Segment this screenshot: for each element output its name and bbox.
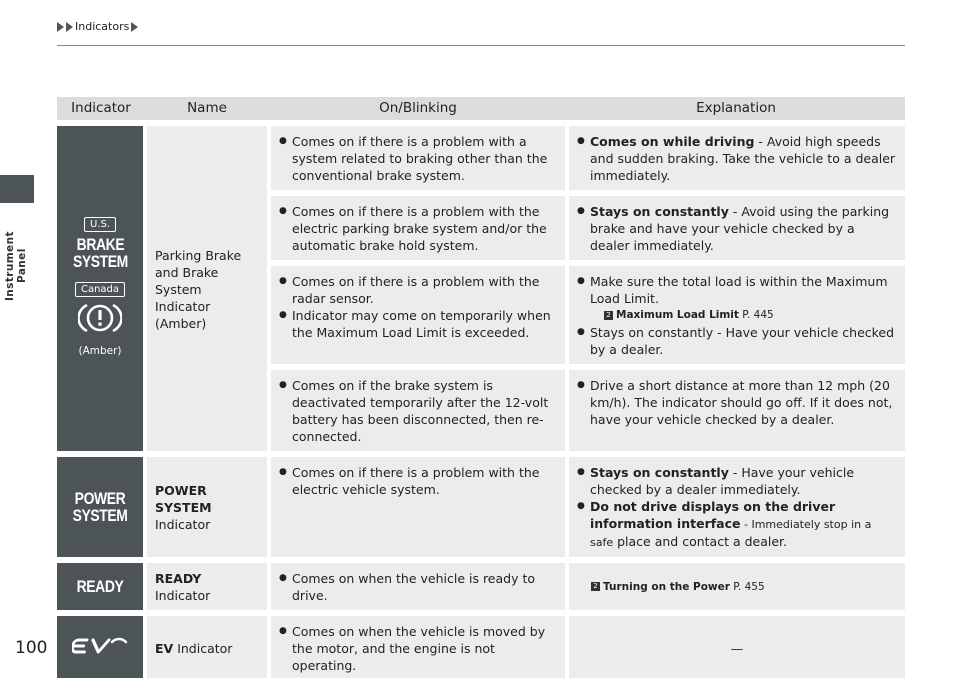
list-item: ● Stays on constantly - Have your vehicle checked by a dealer. xyxy=(577,324,897,358)
explanation-cell xyxy=(567,367,905,454)
page-number: 100 xyxy=(15,638,48,658)
header-explanation: Explanation xyxy=(567,97,905,123)
list-item: ● Drive a short distance at more than 12 mph (20 km/h). The indicator should go off. If it does not, have your vehicle checked by a dealer. xyxy=(577,377,897,428)
header-name: Name xyxy=(145,97,269,123)
ev-icon xyxy=(72,635,128,657)
list-item: ● Comes on while driving - Avoid high speeds and sudden braking. Take the vehicle to a dealer immediately. xyxy=(577,133,897,184)
on-cell xyxy=(269,613,567,678)
power-indicator-cell xyxy=(57,454,145,560)
section-label: Instrument Panel xyxy=(4,231,28,301)
on-cell xyxy=(269,263,567,367)
section-tab[interactable] xyxy=(0,175,34,203)
brake-indicator-cell xyxy=(57,123,145,454)
explanation-cell xyxy=(567,193,905,263)
list-item: ● Comes on if there is a problem with a system related to braking other than the conventional brake system. xyxy=(279,133,557,184)
reference-icon: 2 xyxy=(604,311,613,320)
ev-name-cell: EV Indicator xyxy=(145,613,269,678)
header-rule xyxy=(57,45,905,46)
breadcrumb-label: Indicators xyxy=(75,20,130,33)
header-indicator: Indicator xyxy=(57,97,145,123)
turning-on-power-link[interactable]: 2 Turning on the Power P. 455 xyxy=(591,579,897,596)
on-cell xyxy=(269,123,567,193)
indicator-table-wrapper xyxy=(57,97,905,678)
triangle-icon xyxy=(57,22,64,32)
brake-warning-icon xyxy=(78,301,122,335)
header-on-blinking: On/Blinking xyxy=(269,97,567,123)
on-cell xyxy=(269,560,567,613)
list-item: ● Stays on constantly - Avoid using the parking brake and have your vehicle checked by a dealer immediately. xyxy=(577,203,897,254)
amber-label: (Amber) xyxy=(78,345,122,357)
on-cell xyxy=(269,454,567,560)
explanation-cell xyxy=(567,454,905,560)
on-cell xyxy=(269,367,567,454)
list-item: ● Comes on if there is a problem with the electric parking brake system and/or the automatic brake hold system. xyxy=(279,203,557,254)
indicator-table xyxy=(57,97,905,678)
table-row xyxy=(57,560,905,613)
on-cell xyxy=(269,193,567,263)
max-load-limit-link[interactable]: 2 Maximum Load Limit P. 445 xyxy=(604,307,897,324)
triangle-icon xyxy=(66,22,73,32)
us-tag: U.S. xyxy=(84,217,116,232)
list-item: ● Comes on when the vehicle is ready to drive. xyxy=(279,570,557,604)
list-item: ● Comes on when the vehicle is moved by the motor, and the engine is not operating. xyxy=(279,623,557,674)
canada-tag: Canada xyxy=(75,282,125,297)
power-system-icon: POWER SYSTEM xyxy=(72,489,128,525)
explanation-cell xyxy=(567,123,905,193)
list-item: ● Stays on constantly - Have your vehicle checked by a dealer immediately. xyxy=(577,464,897,498)
triangle-icon xyxy=(131,22,138,32)
reference-icon: 2 xyxy=(591,582,600,591)
list-item: ● Indicator may come on temporarily when the Maximum Load Limit is exceeded. xyxy=(279,307,557,341)
list-item: ● Do not drive displays on the driver information interface - Immediately stop in a safe place and contact a dealer. xyxy=(577,498,897,551)
table-row xyxy=(57,454,905,560)
brake-system-icon: BRAKE SYSTEM xyxy=(72,235,128,271)
list-item: ● Make sure the total load is within the Maximum Load Limit. 2 Maximum Load Limit P. 445 xyxy=(577,273,897,324)
explanation-cell xyxy=(567,560,905,613)
table-row xyxy=(57,123,905,193)
table-row xyxy=(57,613,905,678)
ready-name-cell: READY Indicator xyxy=(145,560,269,613)
explanation-cell: — xyxy=(567,613,905,678)
ready-indicator-cell xyxy=(57,560,145,613)
ev-indicator-cell xyxy=(57,613,145,678)
ready-icon: READY xyxy=(76,577,124,596)
power-name-cell: POWER SYSTEM Indicator xyxy=(145,454,269,560)
brake-name-cell: Parking Brake and Brake System Indicator (Amber) xyxy=(145,123,269,454)
breadcrumb[interactable] xyxy=(57,20,138,33)
table-header-row xyxy=(57,97,905,123)
list-item: ● Comes on if there is a problem with the electric vehicle system. xyxy=(279,464,557,498)
explanation-cell xyxy=(567,263,905,367)
list-item: ● Comes on if the brake system is deactivated temporarily after the 12-volt battery has been disconnected, then re-connected. xyxy=(279,377,557,445)
list-item: ● Comes on if there is a problem with the radar sensor. xyxy=(279,273,557,307)
